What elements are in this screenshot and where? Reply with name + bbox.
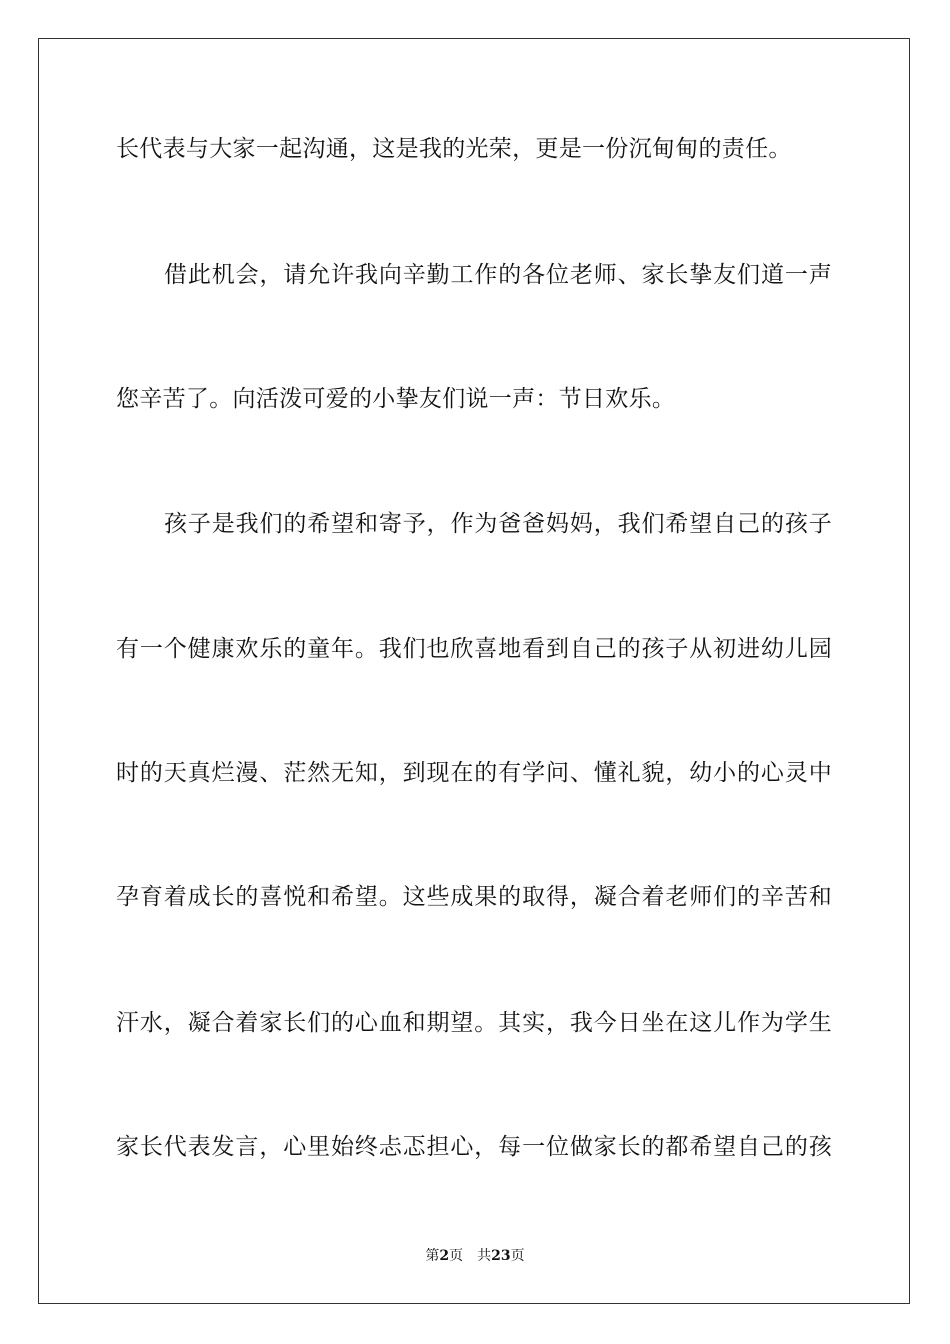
text-line-7: 孕育着成长的喜悦和希望。这些成果的取得，凝合着老师们的辛苦和 [116, 884, 832, 910]
total-prefix: 共 [477, 1248, 492, 1264]
text-line-4: 孩子是我们的希望和寄予，作为爸爸妈妈，我们希望自己的孩子 [164, 511, 832, 537]
text-line-2: 借此机会，请允许我向辛勤工作的各位老师、家长挚友们道一声 [164, 262, 832, 288]
text-line-5: 有一个健康欢乐的童年。我们也欣喜地看到自己的孩子从初进幼儿园 [116, 636, 832, 662]
text-line-3: 您辛苦了。向活泼可爱的小挚友们说一声：节日欢乐。 [116, 386, 676, 412]
page-number: 2 [439, 1248, 450, 1264]
text-line-8: 汗水，凝合着家长们的心血和期望。其实，我今日坐在这儿作为学生 [116, 1010, 832, 1036]
page-footer [0, 1247, 950, 1265]
page-prefix: 第 [425, 1248, 440, 1264]
total-suffix: 页 [510, 1248, 525, 1264]
text-line-1: 长代表与大家一起沟通，这是我的光荣，更是一份沉甸甸的责任。 [116, 136, 792, 162]
text-line-9: 家长代表发言，心里始终忐忑担心，每一位做家长的都希望自己的孩 [116, 1134, 832, 1160]
page-border [38, 38, 910, 1304]
total-pages: 23 [491, 1248, 511, 1264]
page-suffix: 页 [449, 1248, 464, 1264]
text-line-6: 时的天真烂漫、茫然无知，到现在的有学问、懂礼貌，幼小的心灵中 [116, 760, 832, 786]
